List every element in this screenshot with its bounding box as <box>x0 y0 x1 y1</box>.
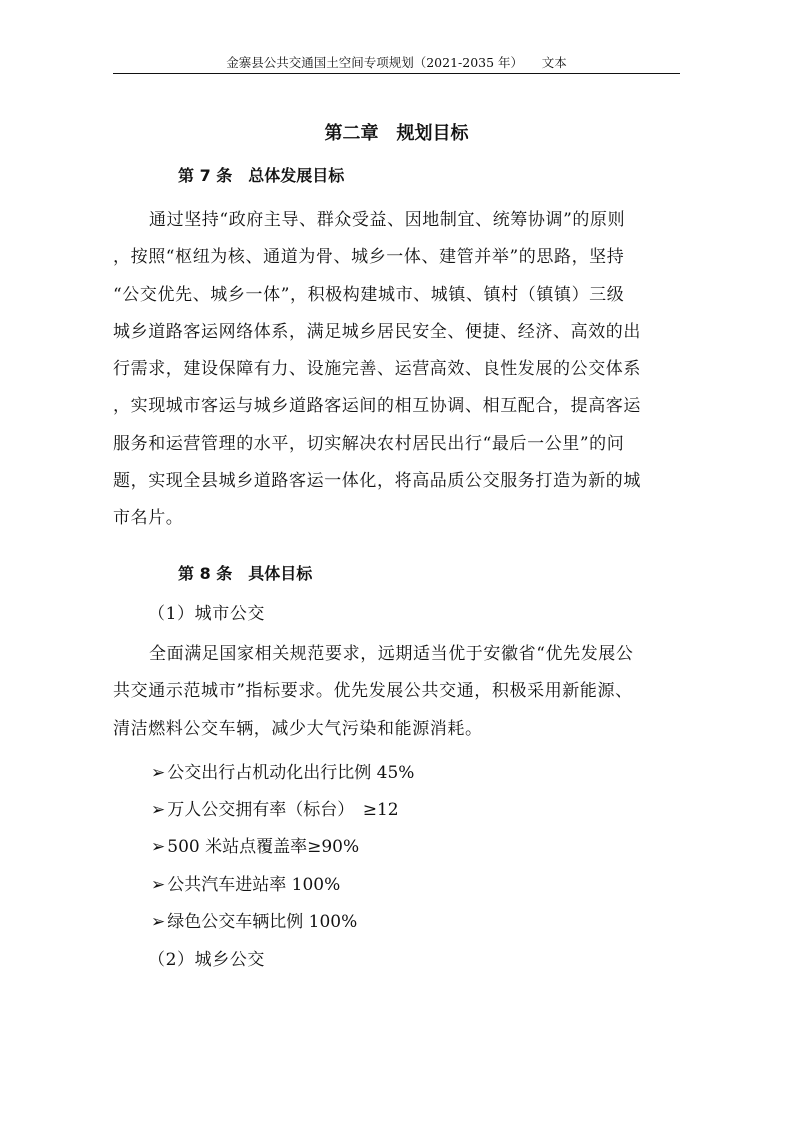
target-list-item <box>151 760 414 786</box>
paragraph-line: 共交通示范城市”指标要求。优先发展公共交通，积极采用新能源、 <box>113 681 633 702</box>
header-divider <box>113 73 680 74</box>
target-text: 万人公交拥有率（标台） ≥12 <box>167 800 399 820</box>
arrow-bullet-icon: ➢ <box>151 763 166 783</box>
subsection-title-urban-transit: （1）城市公交 <box>148 604 266 624</box>
paragraph-line: ，按照“枢纽为核、通道为骨、城乡一体、建管并举”的思路，坚持 <box>113 247 625 268</box>
target-text: 公交出行占机动化出行比例 45% <box>167 763 415 783</box>
paragraph-line: 题，实现全县城乡道路客运一体化，将高品质公交服务打造为新的城 <box>113 471 641 492</box>
target-text: 绿色公交车辆比例 100% <box>167 912 358 932</box>
target-list-item <box>151 834 359 860</box>
chapter-title: 第二章 规划目标 <box>324 123 469 144</box>
article-7-heading: 第 7 条 总体发展目标 <box>178 166 345 185</box>
target-list-item <box>151 797 399 823</box>
paragraph-line: ，实现城市客运与城乡道路客运间的相互协调、相互配合，提高客运 <box>113 396 641 417</box>
paragraph-line: 清洁燃料公交车辆，减少大气污染和能源消耗。 <box>113 718 483 739</box>
article-7-paragraph <box>113 202 680 538</box>
arrow-bullet-icon: ➢ <box>151 912 166 932</box>
paragraph-line: 通过坚持“政府主导、群众受益、因地制宜、统筹协调”的原则 <box>149 210 626 230</box>
subsection-title-urban-rural-transit: （2）城乡公交 <box>148 950 266 970</box>
arrow-bullet-icon: ➢ <box>151 837 166 857</box>
target-text: 500 米站点覆盖率≥90% <box>167 837 360 857</box>
running-header: 金寨县公共交通国土空间专项规划（2021-2035 年） 文本 <box>226 55 567 70</box>
target-list-item <box>151 909 357 935</box>
arrow-bullet-icon: ➢ <box>151 875 166 895</box>
paragraph-line: 市名片。 <box>113 508 184 529</box>
paragraph-line: “公交优先、城乡一体”，积极构建城市、城镇、镇村（镇镇）三级 <box>113 284 625 305</box>
paragraph-line: 全面满足国家相关规范要求，远期适当优于安徽省“优先发展公 <box>149 644 634 664</box>
target-text: 公共汽车进站率 100% <box>167 875 341 895</box>
arrow-bullet-icon: ➢ <box>151 800 166 820</box>
paragraph-line: 服务和运营管理的水平，切实解决农村居民出行“最后一公里”的问 <box>113 433 625 454</box>
paragraph-line: 行需求，建设保障有力、设施完善、运营高效、良性发展的公交体系 <box>113 359 641 380</box>
article-8-paragraph <box>113 636 680 748</box>
target-list-item <box>151 872 340 898</box>
paragraph-line: 城乡道路客运网络体系，满足城乡居民安全、便捷、经济、高效的出 <box>113 321 641 342</box>
article-8-heading: 第 8 条 具体目标 <box>178 564 313 583</box>
